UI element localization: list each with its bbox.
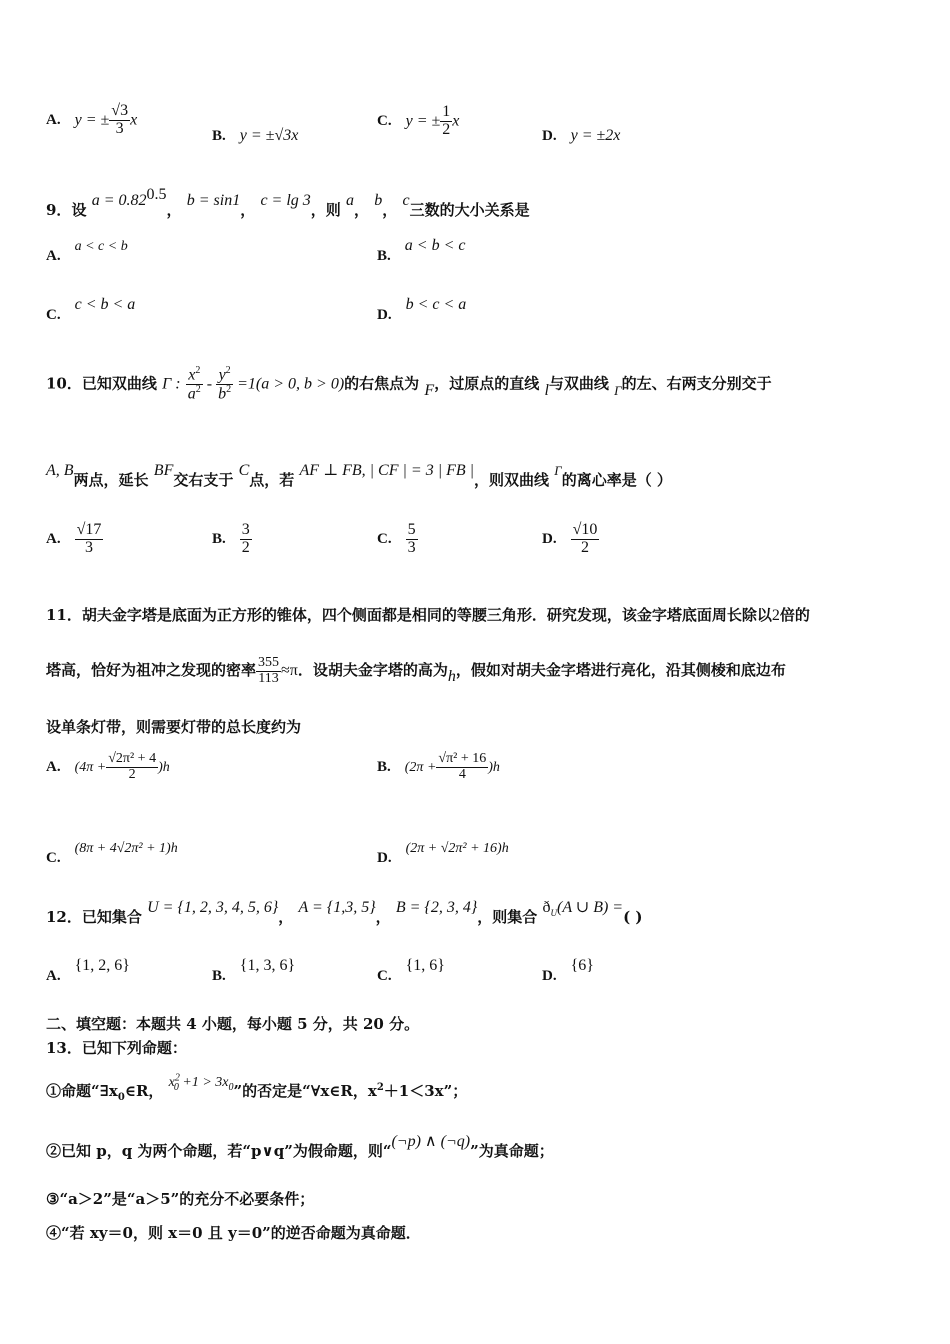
q11-stem-line1: 11．胡夫金字塔是底面为正方形的锥体，四个侧面都是相同的等腰三角形．研究发现，该金字塔底面周长除以2倍的 <box>46 606 810 624</box>
q12-option-a[interactable]: A.{1, 2, 6} <box>46 957 130 984</box>
option-key: C. <box>377 113 392 130</box>
q9-option-a[interactable]: A.a < c < b <box>46 239 128 264</box>
q13-stem: 13．已知下列命题： <box>46 1039 187 1057</box>
option-key: B. <box>212 128 226 144</box>
q11-option-d[interactable]: D.(2π + √2π² + 16)h <box>377 841 509 866</box>
q10-stem-line2: A, B两点，延长 BF交右支于 C点，若 AF ⊥ FB, | CF | = 3 | FB |，则双曲线 Γ的离心率是（ ） <box>46 462 672 489</box>
q10-option-a[interactable]: A. $\frac{√17}{3}$ <box>46 521 102 556</box>
q10-option-b[interactable]: B. $\frac{3}{2}$ <box>212 521 250 556</box>
q8-option-c[interactable]: C. y = ± $\frac{1}{2}$ x <box>377 103 460 138</box>
q8-option-d[interactable]: D. y = ±2x <box>542 127 621 144</box>
q13-proposition-4: ④“若 xy＝0，则 x＝0 且 y＝0”的逆否命题为真命题． <box>46 1224 421 1242</box>
q12-option-d[interactable]: D.{6} <box>542 957 594 984</box>
q9-option-d[interactable]: D.b < c < a <box>377 296 467 323</box>
q13-proposition-1: ①命题“$\exists x_0\in R$， $x^2_0 +1 > 3x_0$”的否定是“∀x∈R，$x^2+1<3x$”； <box>46 1072 468 1103</box>
q11-option-b[interactable]: B. (2π + $\frac{\text{√π² + 16}}{4}$ )h <box>377 751 500 782</box>
section-title: 二、填空题：本题共 4 小题，每小题 5 分，共 20 分。 <box>46 1015 420 1033</box>
q11-option-c[interactable]: C.(8π + 4√2π² + 1)h <box>46 841 178 866</box>
q11-stem-line3: 设单条灯带，则需要灯带的总长度约为 <box>46 718 302 736</box>
option-key: A. <box>46 112 61 129</box>
q13-proposition-3: ③“a＞2”是“a＞5”的充分不必要条件； <box>46 1190 315 1208</box>
q10-option-d[interactable]: D. $\frac{√10}{2}$ <box>542 521 598 556</box>
q9-stem: 9．设 $a = 0.82^{0.5}$， b = sin1， c = lg 3，则 a， b， c三数的大小关系是 <box>46 186 530 219</box>
q13-proposition-2: ②已知 p，q 为两个命题，若“p∨q”为假命题，则“(¬p) ∧ (¬q)”为真命题； <box>46 1133 554 1160</box>
q9-option-b[interactable]: B.a < b < c <box>377 237 466 264</box>
q11-option-a[interactable]: A. (4π + $\frac{\text{√2π² + 4}}{2}$ )h <box>46 751 170 782</box>
q12-option-c[interactable]: C.{1, 6} <box>377 957 445 984</box>
q11-stem-line2: 塔高，恰好为祖冲之发现的密率 $\frac{355}{113}$ ≈π．设胡夫金字塔的高为h，假如对胡夫金字塔进行亮化，沿其侧棱和底边布 <box>46 655 786 686</box>
q8-option-a[interactable]: A. y = ± $\frac{√3}{3}$ x <box>46 102 138 137</box>
q12-option-b[interactable]: B.{1, 3, 6} <box>212 957 296 984</box>
fraction: $\frac{√3}{3}$ <box>111 102 129 137</box>
q8-option-b[interactable]: B. y = ±√3x <box>212 127 299 144</box>
q9-option-c[interactable]: C.c < b < a <box>46 296 136 323</box>
q10-stem-line1: 10．已知双曲线 Γ : $\frac{x^2}{a^2}$ - $\frac{y^2}{b^2}$ =1(a > 0, b > 0)的右焦点为 F，过原点的直线 l与双曲线 Γ的左、右两支分别交于 <box>46 365 772 403</box>
option-key: D. <box>542 128 557 144</box>
q12-stem: 12．已知集合 U = {1, 2, 3, 4, 5, 6}， A = {1,3, 5}， B = {2, 3, 4}，则集合 $ð_U(A$ ∪ B) =( ) <box>46 899 643 926</box>
q10-option-c[interactable]: C. $\frac{5}{3}$ <box>377 521 416 556</box>
fraction: $\frac{1}{2}$ <box>442 103 451 138</box>
